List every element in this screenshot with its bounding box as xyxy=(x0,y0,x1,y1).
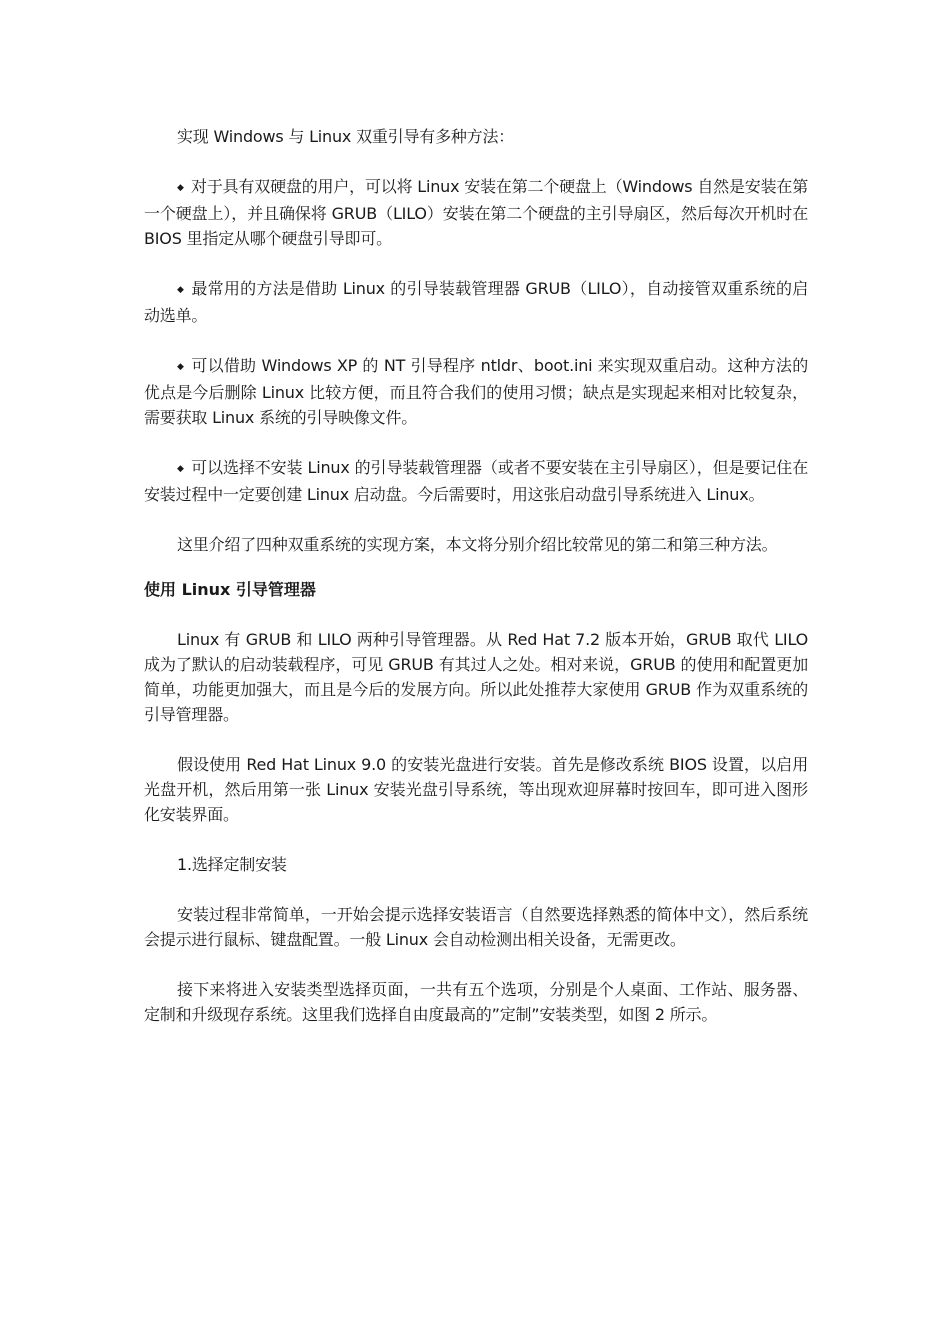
step-1-title: 1.选择定制安装 xyxy=(177,855,287,874)
bullet-item-dual-disk xyxy=(144,174,808,251)
document-page xyxy=(144,124,808,1027)
diamond-bullet-icon: ◆ xyxy=(177,285,184,295)
bullet-text: 对于具有双硬盘的用户，可以将 Linux 安装在第二个硬盘上（Windows 自然是安装在第一个硬盘上），并且确保将 GRUB（LILO）安装在第二个硬盘的主引导扇区，然后每次开机时在 BIOS 里指定从哪个硬盘引导即可。 xyxy=(144,177,808,248)
install-type-paragraph: 接下来将进入安装类型选择页面，一共有五个选项，分别是个人桌面、工作站、服务器、定制和升级现存系统。这里我们选择自由度最高的”定制”安装类型，如图 2 所示。 xyxy=(144,980,808,1024)
summary-paragraph: 这里介绍了四种双重系统的实现方案，本文将分别介绍比较常见的第二和第三种方法。 xyxy=(177,535,778,554)
grub-intro-paragraph: Linux 有 GRUB 和 LILO 两种引导管理器。从 Red Hat 7.2 版本开始，GRUB 取代 LILO 成为了默认的启动装载程序，可见 GRUB 有其过人之处。相对来说，GRUB 的使用和配置更加简单，功能更加强大，而且是今后的发展方向。所以此处推荐大家使用 GRUB 作为双重系统的引导管理器。 xyxy=(144,630,808,724)
diamond-bullet-icon: ◆ xyxy=(177,362,184,372)
bullet-text: 最常用的方法是借助 Linux 的引导装载管理器 GRUB（LILO），自动接管双重系统的启动选单。 xyxy=(144,279,808,325)
diamond-bullet-icon: ◆ xyxy=(177,464,184,474)
install-language-paragraph: 安装过程非常简单，一开始会提示选择安装语言（自然要选择熟悉的简体中文），然后系统会提示进行鼠标、键盘配置。一般 Linux 会自动检测出相关设备，无需更改。 xyxy=(144,905,808,949)
bullet-item-grub xyxy=(144,276,808,328)
bullet-item-boot-disk xyxy=(144,455,808,507)
intro-paragraph: 实现 Windows 与 Linux 双重引导有多种方法： xyxy=(177,127,515,146)
install-prep-paragraph: 假设使用 Red Hat Linux 9.0 的安装光盘进行安装。首先是修改系统 BIOS 设置，以启用光盘开机，然后用第一张 Linux 安装光盘引导系统，等出现欢迎屏幕时按回车，即可进入图形化安装界面。 xyxy=(144,755,808,824)
bullet-text: 可以选择不安装 Linux 的引导装载管理器（或者不要安装在主引导扇区），但是要记住在安装过程中一定要创建 Linux 启动盘。今后需要时，用这张启动盘引导系统进入 Linux。 xyxy=(144,458,808,504)
bullet-item-ntldr xyxy=(144,353,808,430)
diamond-bullet-icon: ◆ xyxy=(177,183,184,193)
section-heading: 使用 Linux 引导管理器 xyxy=(144,580,316,599)
bullet-text: 可以借助 Windows XP 的 NT 引导程序 ntldr、boot.ini 来实现双重启动。这种方法的优点是今后删除 Linux 比较方便，而且符合我们的使用习惯；缺点是实现起来相对比较复杂，需要获取 Linux 系统的引导映像文件。 xyxy=(144,356,808,427)
